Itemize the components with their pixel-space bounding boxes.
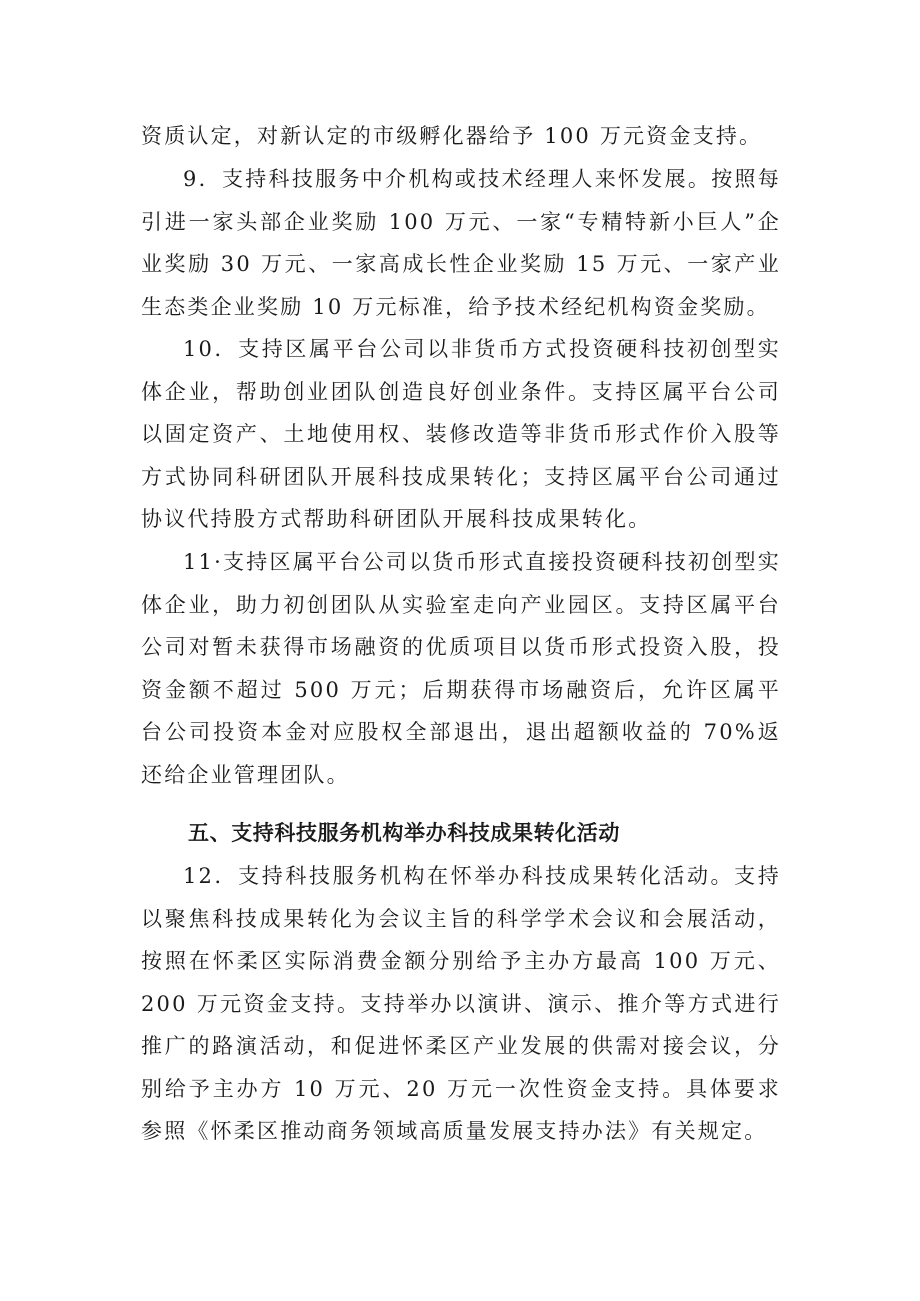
section-heading-five: 五、支持科技服务机构举办科技成果转化活动 [188,821,620,845]
paragraph-incubator-continuation: 资质认定，对新认定的市级孵化器给予 100 万元资金支持。 [141,124,763,148]
paragraph-item-10: 10．支持区属平台公司以非货币方式投资硬科技初创型实体企业，帮助创业团队创造良好创业条件。支持区属平台公司以固定资产、土地使用权、装修改造等非货币形式作价入股等方式协同科研团队开展科技成果转化；支持区属平台公司通过协议代持股方式帮助科研团队开展科技成果转化。 [141,337,781,531]
paragraph-item-9: 9．支持科技服务中介机构或技术经理人来怀发展。按照每引进一家头部企业奖励 100 万元、一家“专精特新小巨人”企业奖励 30 万元、一家高成长性企业奖励 15 万元、一家产业生态类企业奖励 10 万元标准，给予技术经纪机构资金奖励。 [141,167,781,319]
paragraph-item-12: 12．支持科技服务机构在怀举办科技成果转化活动。支持以聚焦科技成果转化为会议主旨的科学学术会议和会展活动，按照在怀柔区实际消费金额分别给予主办方最高 100 万元、200 万元资金支持。支持举办以演讲、演示、推介等方式进行推广的路演活动，和促进怀柔区产业发展的供需对接会议，分别给予主办方 10 万元、20 万元一次性资金支持。具体要求参照《怀柔区推动商务领域高质量发展支持办法》有关规定。 [141,864,781,1143]
paragraph-item-11: 11·支持区属平台公司以货币形式直接投资硬科技初创型实体企业，助力初创团队从实验室走向产业园区。支持区属平台公司对暂未获得市场融资的优质项目以货币形式投资入股，投资金额不超过 500 万元；后期获得市场融资后，允许区属平台公司投资本金对应股权全部退出，退出超额收益的 70%返还给企业管理团队。 [141,550,781,787]
